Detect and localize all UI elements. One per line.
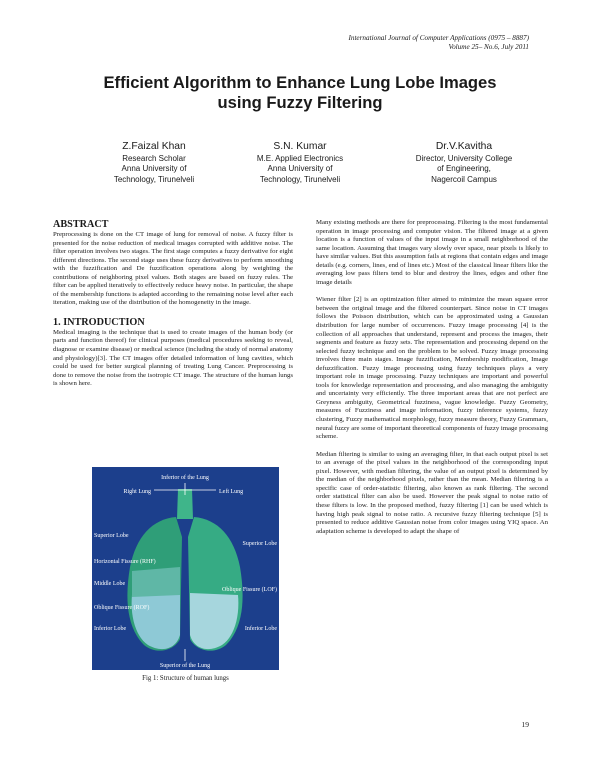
author-affiliation: M.E. Applied Electronics: [256, 154, 344, 163]
author-affiliation: Director, University College: [415, 154, 513, 163]
label-oblique-fissure-left: Oblique Fissure (LOF): [222, 587, 277, 593]
label-inferior-lobe-left: Inferior Lobe: [94, 626, 127, 632]
middle-lobe-shape: [132, 567, 180, 597]
author-affiliation: Technology, Tirunelveli: [113, 174, 195, 184]
label-inferior-lobe-right: Inferior Lobe: [244, 626, 277, 632]
paragraph: Wiener filter [2] is an optimization filter aimed to minimize the mean square error between the original image and the filtered counterpart. Since noise in CT images follows the Poisson distribution, which can be approximated using a Gaussian distribution for large number of occurrences. Fuzzy image processing [4] is the collection of all approaches that understand, represent and process the images, their segments and feature as fuzzy sets. The representation and processing depend on the selected fuzzy technique and on the problem to be solved. Fuzzy image processing involves three main stages. Image fuzzification, Membership modification, Image defuzzification. Fuzzy image processing using fuzzy techniques plays a very important role in image processing. Fuzzy techniques are important and powerful tools for knowledge representation and processing, and also managing the ambiguity and uncertainty very efficiently. The three important areas that are not perfect are Greyness ambiguity, Geometrical fuzziness, vague knowledge. Fuzzy Geometry, measures of Fuzziness and image information, fuzzy inference systems, fuzzy clustering, Fuzzy mathematical morphology, fuzzy measure theory, Fuzzy Grammars, neural fuzzy are some of important theoretical components of fuzzy image processing scheme.: [316, 296, 548, 441]
figure-caption: Fig 1: Structure of human lungs: [142, 675, 229, 682]
author-name: Dr.V.Kavitha: [435, 141, 493, 152]
author-name: Z.Faizal Khan: [122, 141, 186, 152]
journal-name: International Journal of Computer Applications (0975 – 8887): [348, 34, 529, 42]
introduction-heading: 1. INTRODUCTION: [53, 316, 145, 328]
author-affiliation: of Engineering,: [437, 164, 491, 174]
label-inferior: Inferior of the Lung: [161, 475, 209, 481]
paper-title: [50, 73, 550, 113]
journal-header: [348, 34, 529, 52]
author-2: [215, 140, 385, 185]
abstract-heading: ABSTRACT: [53, 219, 109, 230]
author-name: S.N. Kumar: [273, 141, 327, 152]
author-affiliation: Anna University of: [121, 164, 187, 174]
title-line-2: using Fuzzy Filtering: [217, 93, 383, 112]
author-affiliation: Anna University of: [267, 164, 333, 174]
label-oblique-fissure-right: Oblique Fissure (ROF): [94, 605, 150, 611]
paragraph: Many existing methods are there for preprocessing. Filtering is the most fundamental operation in image processing and computer vision. The filtered image at a given location is a function of values of the input image in a small neighborhood of the same location. Assuming that images vary slowly over space, near pixels is likely to have similar values. But this assumption fails at regions that contain edges and image details (e.g. corners, lines, end of lines etc.) Most of the classical linear filters like the averaging low pass filters tend to blur and destroy the lines, edges and other fine image details: [316, 219, 548, 286]
right-column: [316, 219, 548, 536]
author-1: [69, 140, 239, 185]
label-superior: Superior of the Lung: [159, 663, 211, 669]
title-line-1: Efficient Algorithm to Enhance Lung Lobe Images: [103, 73, 497, 92]
label-left-lung: Left Lung: [219, 489, 244, 495]
left-column: [53, 219, 293, 389]
abstract-text: Preprocessing is done on the CT image of lung for removal of noise. A fuzzy filter is presented for the noise reduction of medical images corrupted with additive noise. The filter operation involves two stages. The first stage computes a fuzzy derivative for eight different directions. The second stage uses these fuzzy derivatives to perform smoothing with the fuzzification and De fuzzification operations along by weighting the contributions of neighboring pixel values. Both stages are based on fuzzy rules. The filter can be applied iteratively to effectively reduce heavy noise. In particular, the shape of the membership functions is adapted according to the remaining noise level after each iteration, making use of the distribution of the homogeneity in the image.: [53, 231, 293, 307]
label-superior-lobe-right: Superior Lobe: [242, 541, 277, 547]
journal-volume: Volume 25– No.6, July 2011: [448, 43, 529, 51]
label-horizontal-fissure: Horizontal Fissure (RHF): [94, 559, 156, 565]
page-number: 19: [521, 720, 529, 729]
lung-structure-figure: [92, 467, 279, 670]
label-superior-lobe-left: Superior Lobe: [94, 533, 129, 539]
author-affiliation: Research Scholar: [122, 154, 186, 163]
paragraph: Median filtering is similar to using an averaging filter, in that each output pixel is set to an average of the pixel values in the neighborhood of the corresponding input pixel. However, with median filtering, the value of an output pixel is determined by the median of the neighborhood pixels, rather than the mean. Median filtering is a specific case of order-statistic filtering, also known as rank filtering. The second order statistical filter can also be used. However the peak signal to noise ratio of these filters is low. In the proposed method, fuzzy filtering [1] can be used which is having high peak signal to noise ratio. A recursive fuzzy filtering technique [5] is presented to reduce additive Gaussian noise from color images using YIQ space. An adaptation scheme is developed to adapt the shape of: [316, 450, 548, 535]
author-affiliation: Nagercoil Campus: [431, 174, 497, 184]
label-right-lung: Right Lung: [123, 489, 151, 495]
introduction-text: Medical imaging is the technique that is used to create images of the human body (or parts and function thereof) for clinical purposes (medical procedures seeking to reveal, diagnose or examine disease) or medical science (including the study of normal anatomy and physiology)[3]. The CT images offer detailed information of lung cavities, which could be used for better surgical planning of treating Lung Cancer. Preprocessing is done to remove the noise from the isotropic CT image. The structure of the human lungs is shown here.: [53, 328, 293, 388]
author-3: [379, 140, 549, 185]
author-affiliation: Technology, Tirunelveli: [259, 174, 341, 184]
label-middle-lobe: Middle Lobe: [94, 581, 126, 587]
